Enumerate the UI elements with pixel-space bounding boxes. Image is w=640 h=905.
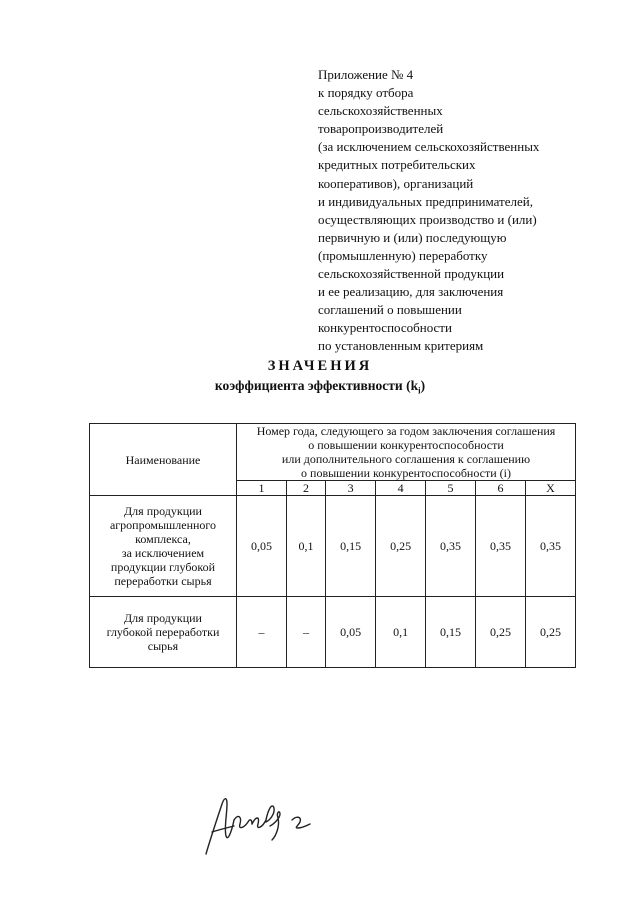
appendix-line: (за исключением сельскохозяйственных xyxy=(318,139,540,155)
appendix-line: соглашений о повышении xyxy=(318,302,462,318)
group-header-line: о повышении конкурентоспособности (i) xyxy=(301,466,511,480)
value-cell: 0,1 xyxy=(286,496,325,597)
appendix-line: Приложение № 4 xyxy=(318,67,414,82)
value-cell: – xyxy=(286,597,325,668)
value-cell: 0,25 xyxy=(376,496,426,597)
value-cell: 0,05 xyxy=(326,597,376,668)
value-cell: 0,25 xyxy=(525,597,575,668)
appendix-line: товаропроизводителей xyxy=(318,121,444,137)
table-header-row xyxy=(90,424,576,481)
appendix-line: сельскохозяйственных xyxy=(318,103,443,119)
appendix-line: сельскохозяйственной продукции xyxy=(318,266,505,282)
value-cell: 0,35 xyxy=(426,496,476,597)
row-name-cell xyxy=(90,496,237,597)
row-name-line: продукции глубокой xyxy=(110,560,216,574)
row-name-line: за исключением xyxy=(121,546,205,560)
coefficient-table xyxy=(89,423,576,668)
appendix-line: кредитных потребительских xyxy=(318,157,476,173)
value-cell: 0,15 xyxy=(326,496,376,597)
appendix-line: конкурентоспособности xyxy=(318,320,452,336)
group-header-line: о повышении конкурентоспособности xyxy=(308,438,504,452)
row-name-line: комплекса, xyxy=(135,532,191,546)
row-name-line: сырья xyxy=(147,639,179,653)
row-name-cell xyxy=(90,597,237,668)
appendix-line: к порядку отбора xyxy=(318,85,414,101)
appendix-line: по установленным критериям xyxy=(318,338,484,354)
row-name-line: Для продукции xyxy=(124,611,202,625)
appendix-line: и ее реализацию, для заключения xyxy=(318,284,504,300)
appendix-note xyxy=(318,66,618,356)
row-name-line: глубокой переработки xyxy=(106,625,220,639)
value-cell: 0,25 xyxy=(475,597,525,668)
group-header-line: Номер года, следующего за годом заключения соглашения xyxy=(256,424,556,438)
document-subtitle xyxy=(0,378,640,396)
value-cell: 0,1 xyxy=(376,597,426,668)
name-column-header: Наименование xyxy=(90,424,237,496)
year-column-header: 2 xyxy=(286,481,325,496)
appendix-line: (промышленную) переработку xyxy=(318,247,488,263)
year-column-header: X xyxy=(525,481,575,496)
value-cell: 0,05 xyxy=(237,496,287,597)
value-cell: – xyxy=(237,597,287,668)
year-column-header: 4 xyxy=(376,481,426,496)
value-cell: 0,35 xyxy=(525,496,575,597)
appendix-line: первичную и (или) последующую xyxy=(318,229,507,245)
appendix-line: осуществляющих производство и (или) xyxy=(318,211,537,227)
group-header-line: или дополнительного соглашения к соглашению xyxy=(281,452,531,466)
row-name-line: переработки сырья xyxy=(114,574,212,588)
row-name-line: агропромышленного xyxy=(109,518,217,532)
year-group-header xyxy=(237,424,576,481)
year-column-header: 1 xyxy=(237,481,287,496)
year-column-header: 6 xyxy=(475,481,525,496)
year-column-header: 5 xyxy=(426,481,476,496)
subtitle-text: коэффициента эффективности (k xyxy=(214,378,419,393)
value-cell: 0,15 xyxy=(426,597,476,668)
subtitle-subscript: i xyxy=(418,385,421,396)
appendix-line: кооперативов), организаций xyxy=(318,175,474,191)
appendix-line: и индивидуальных предпринимателей, xyxy=(318,193,533,209)
year-column-header: 3 xyxy=(326,481,376,496)
handwritten-signature xyxy=(200,780,330,865)
table-row xyxy=(90,496,576,597)
row-name-line: Для продукции xyxy=(124,504,202,518)
subtitle-close: ) xyxy=(420,378,426,393)
value-cell: 0,35 xyxy=(475,496,525,597)
table-row xyxy=(90,597,576,668)
document-title: ЗНАЧЕНИЯ xyxy=(267,358,373,374)
